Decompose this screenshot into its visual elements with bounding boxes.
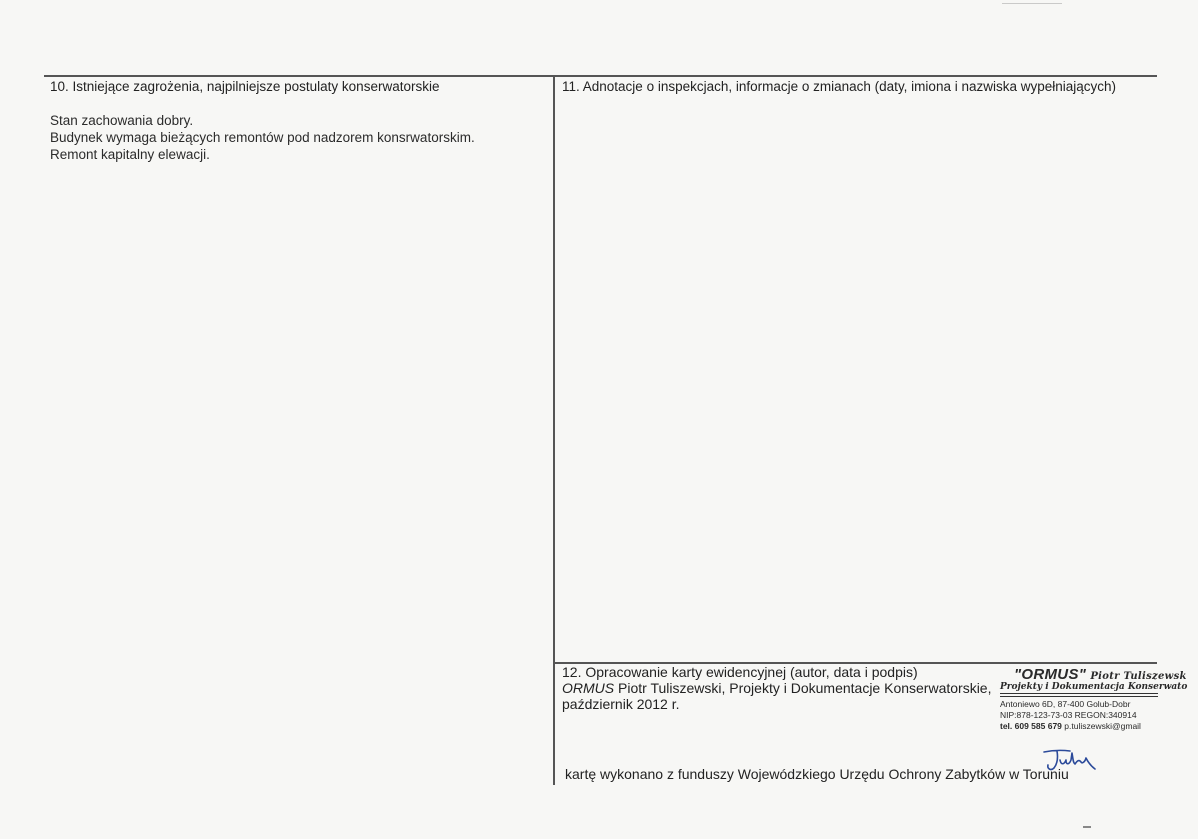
section12-date: październik 2012 r. [562, 696, 680, 712]
column-divider [553, 75, 555, 785]
section10-line: Budynek wymaga bieżących remontów pod nadzorem konsrwatorskim. [50, 130, 475, 145]
stamp-address: Antoniewo 6D, 87-400 Golub-Dobr [1000, 696, 1158, 710]
section10-line: Remont kapitalny elewacji. [50, 147, 210, 162]
section10-heading: 10. Istniejące zagrożenia, najpilniejsze postulaty konserwatorskie [50, 79, 440, 94]
stamp-person: Piotr Tuliszewsk [1090, 671, 1187, 682]
stamp-subtitle: Projekty i Dokumentacja Konserwato [1000, 682, 1188, 692]
stamp-name-line [1014, 666, 1187, 683]
section12 [562, 664, 991, 712]
section12-author [562, 680, 991, 696]
section11-heading: 11. Adnotacje o inspekcjach, informacje o zmianach (daty, imiona i nazwiska wypełniających) [562, 79, 1117, 94]
stamp-ids: NIP:878-123-73-03 REGON:340914 [1000, 710, 1137, 720]
paper-speck [1002, 3, 1062, 4]
section10-body [50, 112, 475, 163]
funding-note: kartę wykonano z funduszy Wojewódzkiego Urzędu Ochrony Zabytków w Toruniu [565, 766, 1069, 782]
stamp-tel: tel. 609 585 679 [1000, 721, 1062, 731]
top-rule [44, 75, 1157, 77]
section10-line: Stan zachowania dobry. [50, 113, 194, 128]
org-name: ORMUS [562, 680, 615, 696]
section12-heading: 12. Opracowanie karty ewidencyjnej (autor, data i podpis) [562, 664, 918, 680]
stamp-contact [1000, 721, 1158, 732]
company-stamp [1000, 666, 1188, 756]
paper-speck [1083, 826, 1091, 828]
stamp-email: p.tuliszewski@gmail [1064, 721, 1141, 731]
author-rest: Piotr Tuliszewski, Projekty i Dokumentacje Konserwatorskie, [614, 680, 992, 696]
stamp-name: "ORMUS" [1014, 666, 1087, 683]
